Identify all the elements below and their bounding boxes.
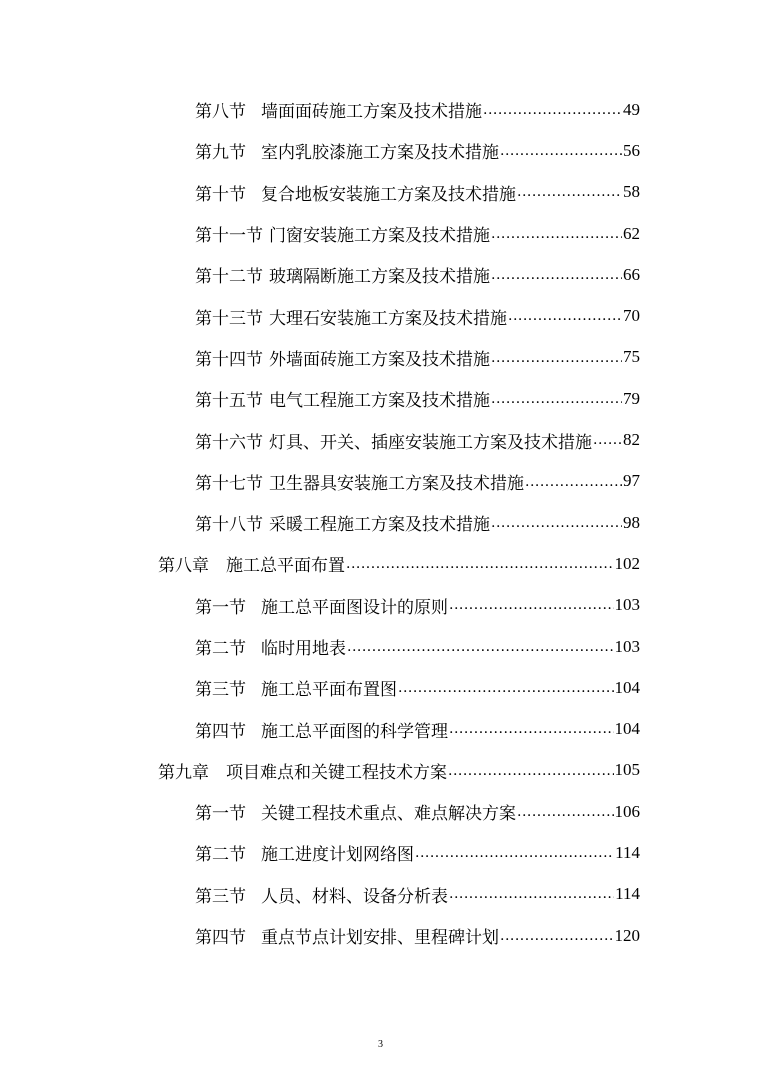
toc-entry-page: 105 [614,760,640,780]
toc-dot-leader [415,843,614,863]
toc-entry-number: 第一节 [195,804,246,825]
toc-entry-title: 重点节点计划安排、里程碑计划 [261,928,499,949]
toc-entry-title: 施工总平面图的科学管理 [261,721,448,742]
toc-entry-page: 120 [614,925,640,945]
toc-dot-leader [593,430,622,450]
toc-entry-number: 第三节 [195,886,246,907]
toc-entry-page: 104 [614,719,640,739]
toc-section-entry[interactable] [0,874,640,915]
toc-entry-page: 103 [614,595,640,615]
toc-entry-number: 第十四节 [195,349,263,370]
toc-dot-leader [346,554,614,574]
toc-section-entry[interactable] [0,626,640,667]
toc-dot-leader [491,389,622,409]
toc-dot-leader [491,512,622,532]
toc-dot-leader [491,347,622,367]
toc-dot-leader [491,265,622,285]
toc-entry-title: 施工总平面图设计的原则 [261,597,448,618]
toc-dot-leader [500,141,622,161]
toc-dot-leader [448,760,614,780]
toc-entry-title: 临时用地表 [261,639,346,659]
toc-entry-page: 82 [623,430,640,450]
toc-entry-number: 第十一节 [195,226,263,247]
toc-section-entry[interactable] [0,295,640,336]
toc-entry-page: 56 [623,140,640,160]
toc-entry-page: 75 [623,347,640,367]
toc-entry-page: 49 [623,99,640,119]
toc-dot-leader [525,471,622,491]
toc-entry-page: 106 [614,801,640,821]
toc-entry-title: 施工进度计划网络图 [261,845,414,866]
toc-chapter-entry[interactable] [0,543,640,584]
toc-entry-page: 62 [623,223,640,243]
toc-section-entry[interactable] [0,172,640,213]
toc-entry-page: 114 [615,884,640,904]
toc-entry-number: 第二节 [195,639,246,659]
toc-entry-title: 玻璃隔断施工方案及技术措施 [269,267,490,288]
toc-entry-title: 室内乳胶漆施工方案及技术措施 [261,143,499,164]
toc-entry-title: 大理石安装施工方案及技术措施 [269,308,507,329]
toc-entry-page: 66 [623,264,640,284]
toc-dot-leader [449,719,614,739]
toc-entry-number: 第八章 [158,556,209,577]
toc-entry-number: 第三节 [195,680,246,701]
toc-entry-number: 第二节 [195,845,246,866]
toc-entry-number: 第十七节 [195,473,263,494]
toc-entry-page: 103 [614,636,640,656]
toc-dot-leader [500,925,614,945]
toc-section-entry[interactable] [0,130,640,171]
toc-entry-number: 第十五节 [195,391,263,412]
toc-entry-title: 项目难点和关键工程技术方案 [226,762,447,783]
toc-entry-title: 卫生器具安装施工方案及技术措施 [269,473,524,494]
toc-entry-title: 门窗安装施工方案及技术措施 [269,226,490,247]
toc-entry-page: 58 [623,182,640,202]
toc-entry-title: 施工总平面布置 [226,556,345,577]
toc-section-entry[interactable] [0,502,640,543]
toc-entry-title: 墙面面砖施工方案及技术措施 [261,102,482,123]
toc-entry-number: 第四节 [195,721,246,742]
page-number: 3 [378,1039,383,1050]
toc-dot-leader [398,678,614,698]
toc-section-entry[interactable] [0,585,640,626]
toc-dot-leader [347,636,614,656]
toc-dot-leader [449,884,614,904]
toc-entry-title: 采暖工程施工方案及技术措施 [269,515,490,536]
toc-entry-title: 关键工程技术重点、难点解决方案 [261,804,516,825]
toc-entry-title: 电气工程施工方案及技术措施 [269,391,490,412]
toc-section-entry[interactable] [0,254,640,295]
toc-entry-number: 第十三节 [195,308,263,329]
toc-section-entry[interactable] [0,915,640,956]
toc-section-entry[interactable] [0,708,640,749]
toc-entry-page: 114 [615,842,640,862]
toc-entry-number: 第九节 [195,143,246,164]
toc-entry-number: 第四节 [195,928,246,949]
toc-dot-leader [483,99,622,119]
toc-entry-page: 102 [614,553,640,573]
toc-entry-title: 灯具、开关、插座安装施工方案及技术措施 [269,432,592,453]
toc-entry-page: 79 [623,388,640,408]
toc-entry-page: 97 [623,471,640,491]
toc-section-entry[interactable] [0,337,640,378]
toc-entry-number: 第十八节 [195,515,263,536]
toc-section-entry[interactable] [0,832,640,873]
toc-entry-title: 施工总平面布置图 [261,680,397,701]
toc-chapter-entry[interactable] [0,750,640,791]
toc-section-entry[interactable] [0,791,640,832]
toc-dot-leader [491,223,622,243]
toc-dot-leader [517,182,622,202]
toc-section-entry[interactable] [0,89,640,130]
toc-entry-title: 复合地板安装施工方案及技术措施 [261,184,516,205]
toc-dot-leader [508,306,622,326]
toc-section-entry[interactable] [0,378,640,419]
toc-entry-number: 第十六节 [195,432,263,453]
toc-entry-title: 外墙面砖施工方案及技术措施 [269,349,490,370]
toc-section-entry[interactable] [0,461,640,502]
toc-section-entry[interactable] [0,667,640,708]
toc-entry-page: 104 [614,677,640,697]
toc-entry-number: 第九章 [158,762,209,783]
table-of-contents [0,89,761,956]
toc-entry-number: 第十二节 [195,267,263,288]
toc-entry-page: 70 [623,306,640,326]
toc-section-entry[interactable] [0,419,640,460]
toc-entry-number: 第一节 [195,597,246,618]
toc-entry-number: 第八节 [195,102,246,123]
toc-entry-page: 98 [623,512,640,532]
toc-dot-leader [449,595,614,615]
toc-section-entry[interactable] [0,213,640,254]
toc-entry-number: 第十节 [195,184,246,205]
toc-dot-leader [517,802,614,822]
toc-entry-title: 人员、材料、设备分析表 [261,886,448,907]
